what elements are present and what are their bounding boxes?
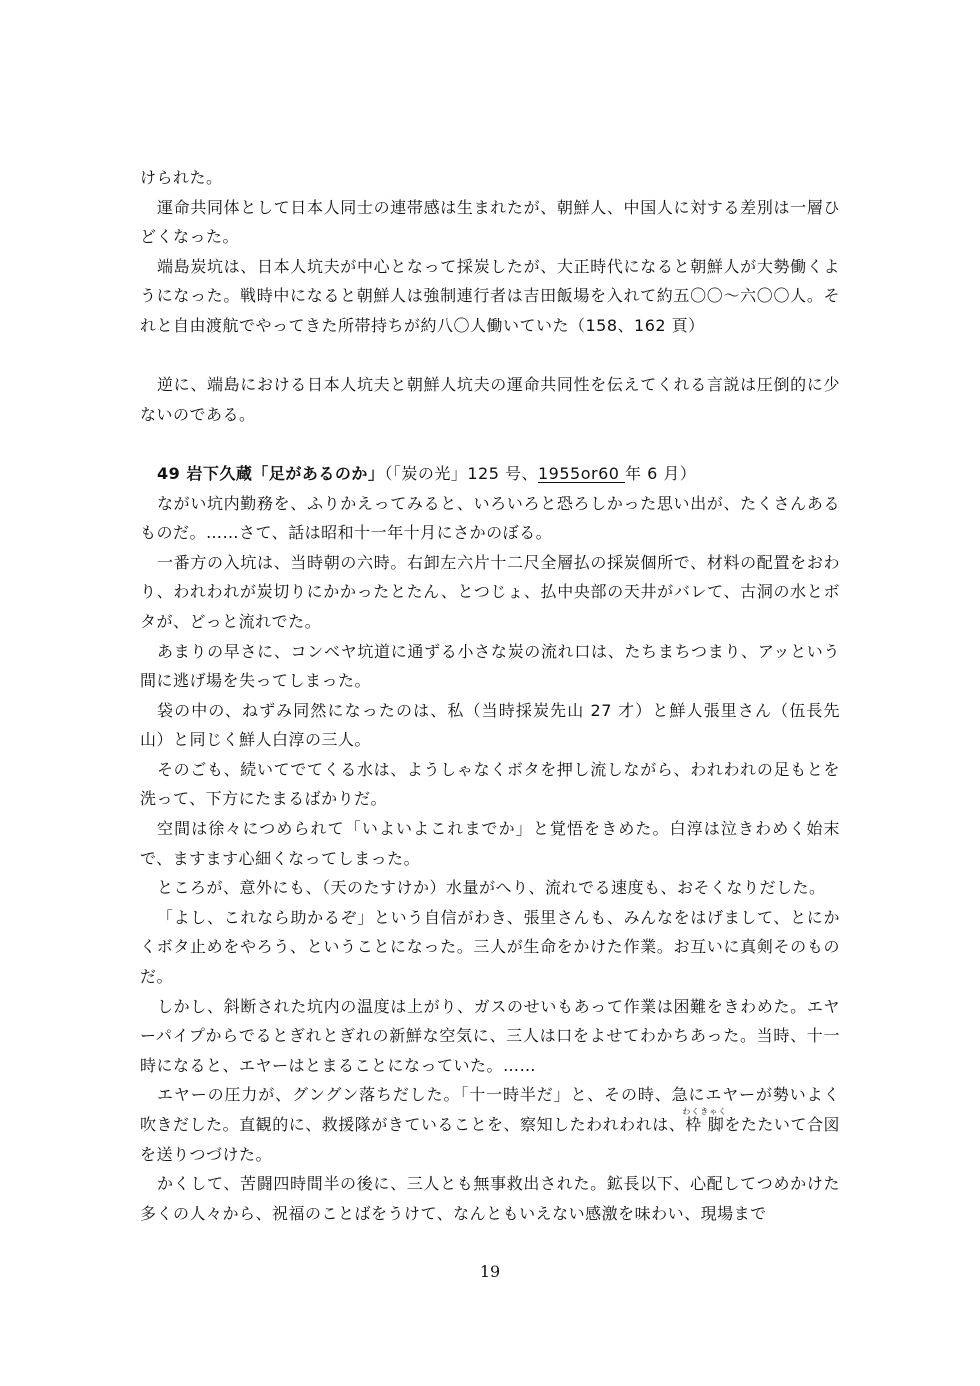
paragraph-0: けられた。 bbox=[140, 168, 223, 187]
section-heading: 49 岩下久蔵「足があるのか」 bbox=[157, 463, 385, 483]
section-source-post: 年 6 月） bbox=[625, 463, 697, 483]
paragraph-1: 運命共同体として日本人同士の連帯感は生まれたが、朝鮮人、中国人に対する差別は一層ひどくなった。 bbox=[140, 197, 840, 247]
ruby-paragraph-before: エヤーの圧力が、グングン落ちだした。「十一時半だ」と、その時、急にエヤーが勢いよく吹きだした。直観的に、救援隊がきていることを、察知したわれわれは、 bbox=[140, 1085, 840, 1134]
document-body bbox=[140, 163, 840, 1228]
ruby-paragraph-after: をたたいて合図を送りつづけた。 bbox=[140, 1115, 840, 1164]
story-paragraph-ruby bbox=[140, 1080, 840, 1169]
section-source-pre: （「炭の光」125 号、 bbox=[384, 463, 538, 483]
story-paragraph-last: かくして、苦闘四時間半の後に、三人とも無事救出された。鉱長以下、心配してつめかけた多くの人々から、祝福のことばをうけて、なんともいえない感激を味わい、現場まで bbox=[140, 1174, 840, 1223]
page-number: 19 bbox=[479, 1262, 501, 1281]
story-paragraph: 「よし、これなら助かるぞ」という自信がわき、張里さんも、みんなをはげまして、とにかくボタ止めをやろう、ということになった。三人が生命をかけた作業。お互いに真剣そのものだ。 bbox=[140, 907, 840, 987]
paragraph-2: 端島炭坑は、日本人坑夫が中心となって採炭したが、大正時代になると朝鮮人が大勢働くようになった。戦時中になると朝鮮人は強制連行者は吉田飯場を入れて約五〇〇～六〇〇人。それと自由渡航でやってきた所帯持ちが約八〇人働いていた（158、162 頁） bbox=[140, 256, 840, 335]
ruby-word bbox=[682, 1107, 728, 1134]
story-paragraph: 袋の中の、ねずみ同然になったのは、私（当時採炭先山 27 才）と鮮人張里さん（伍長先山）と同じく鮮人白淳の三人。 bbox=[140, 700, 840, 750]
story-paragraph: ところが、意外にも、（天のたすけか）水量がへり、流れでる速度も、おそくなりだした。 bbox=[157, 878, 826, 898]
story-paragraph: 一番方の入坑は、当時朝の六時。右卸左六片十二尺全層払の採炭個所で、材料の配置をおわり、われわれが炭切りにかかったとたん、とつじょ、払中央部の天井がバレて、古洞の水とボタが、どっと流れでた。 bbox=[140, 552, 840, 631]
blank-line bbox=[140, 341, 840, 371]
section-heading-line bbox=[140, 459, 840, 489]
story-paragraph: しかし、斜断された坑内の温度は上がり、ガスのせいもあって作業は困難をきわめた。エヤーパイプからでるとぎれとぎれの新鮮な空気に、三人は口をよせてわかちあった。当時、十一時になると、エヤーはとまることになっていた。…… bbox=[140, 996, 840, 1075]
ruby-reading: わくきゃく bbox=[682, 1107, 728, 1116]
story-paragraph: 空間は徐々につめられて「いよいよこれまでか」と覚悟をきめた。白淳は泣きわめく始末で、ますます心細くなってしまった。 bbox=[140, 819, 840, 868]
story-paragraph: あまりの早さに、コンベヤ坑道に通ずる小さな炭の流れ口は、たちまちつまり、アッという間に逃げ場を失ってしまった。 bbox=[140, 641, 840, 691]
section-source-year: 1955or60 bbox=[537, 463, 626, 483]
story-paragraph: ながい坑内勤務を、ふりかえってみると、いろいろと恐ろしかった思い出が、たくさんあるものだ。……さて、話は昭和十一年十月にさかのぼる。 bbox=[140, 493, 840, 543]
ruby-base: 枠脚 bbox=[682, 1115, 728, 1134]
paragraph-mid: 逆に、端島における日本人坑夫と朝鮮人坑夫の運命共同性を伝えてくれる言説は圧倒的に少ないのである。 bbox=[140, 375, 840, 424]
blank-line bbox=[140, 429, 840, 459]
story-paragraph: そのごも、続いてでてくる水は、ようしゃなくボタを押し流しながら、われわれの足もとを洗って、下方にたまるばかりだ。 bbox=[140, 759, 840, 809]
